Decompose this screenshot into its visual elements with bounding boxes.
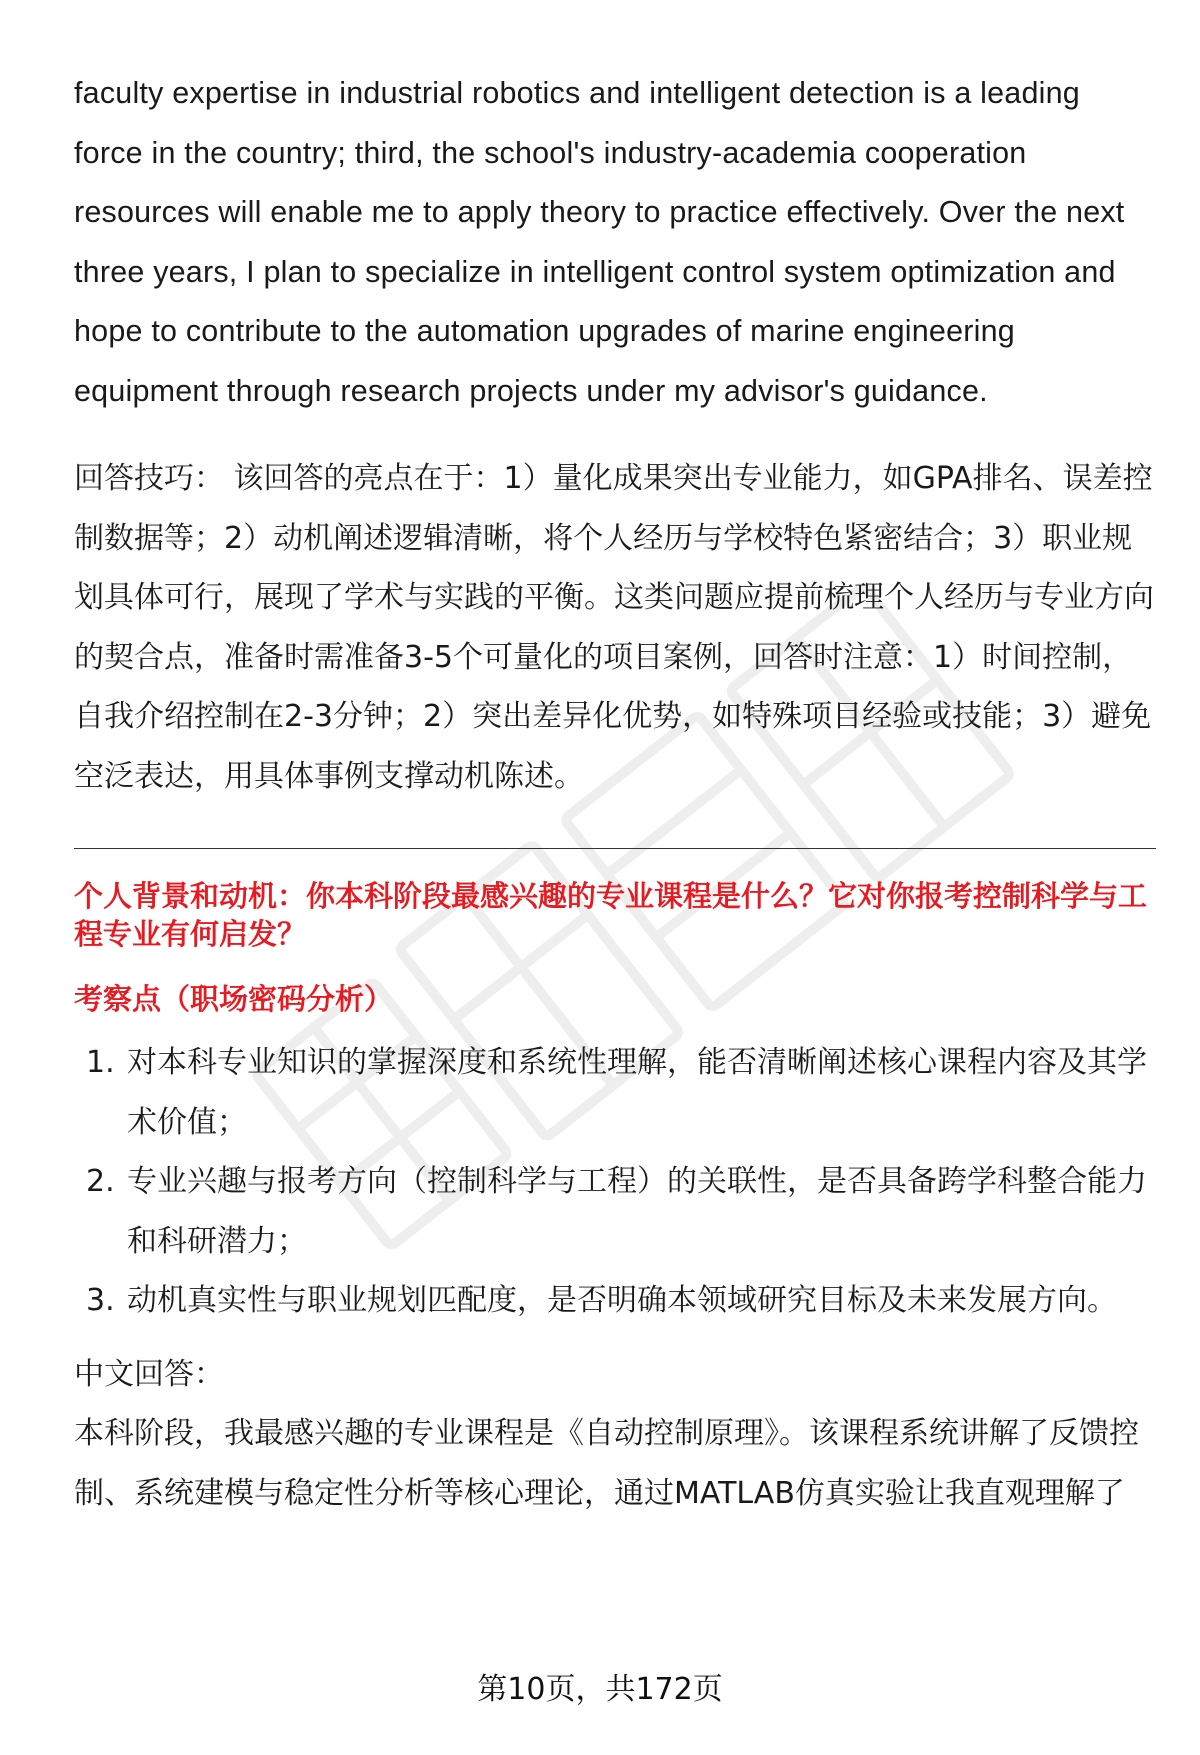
answer-label: 中文回答： xyxy=(74,1356,224,1392)
list-item-number: 3. xyxy=(86,1283,115,1318)
section-divider xyxy=(74,848,1156,849)
list-item-text: 对本科专业知识的掌握深度和系统性理解，能否清晰阐述核心课程内容及其学术价值； xyxy=(127,1045,1147,1140)
assessment-points-list xyxy=(74,1033,1156,1331)
list-item xyxy=(74,1033,1156,1152)
intro-paragraph: faculty expertise in industrial robotics and intelligent detection is a leading force in the country; third, the school's industry-academia cooperation resources will enable me to apply theory to practice effectively. Over the next three years, I plan to specialize in intelligent control system optimization and hope to contribute to the automation upgrades of marine engineering equipment through research projects under my advisor's guidance. xyxy=(74,76,1125,408)
answer-tips-paragraph: 回答技巧： 该回答的亮点在于：1）量化成果突出专业能力，如GPA排名、误差控制数据等；2）动机阐述逻辑清晰，将个人经历与学校特色紧密结合；3）职业规划具体可行，展现了学术与实践的平衡。这类问题应提前梳理个人经历与专业方向的契合点，准备时需准备3-5个可量化的项目案例，回答时注意：1）时间控制，自我介绍控制在2-3分钟；2）突出差异化优势，如特殊项目经验或技能；3）避免空泛表达，用具体事例支撑动机陈述。 xyxy=(74,461,1154,794)
list-item-number: 1. xyxy=(86,1045,115,1080)
section-heading: 考察点（职场密码分析） xyxy=(74,982,394,1016)
list-item xyxy=(74,1271,1156,1331)
list-item xyxy=(74,1152,1156,1271)
page-content xyxy=(74,64,1156,1523)
list-item-text: 动机真实性与职业规划匹配度，是否明确本领域研究目标及未来发展方向。 xyxy=(127,1283,1117,1318)
page-number-footer: 第10页，共172页 xyxy=(477,1672,723,1707)
answer-paragraph: 本科阶段，我最感兴趣的专业课程是《自动控制原理》。该课程系统讲解了反馈控制、系统建模与稳定性分析等核心理论，通过MATLAB仿真实验让我直观理解了 xyxy=(74,1416,1139,1511)
list-item-text: 专业兴趣与报考方向（控制科学与工程）的关联性，是否具备跨学科整合能力和科研潜力； xyxy=(127,1164,1147,1259)
question-title: 个人背景和动机：你本科阶段最感兴趣的专业课程是什么？它对你报考控制科学与工程专业有何启发？ xyxy=(74,879,1148,951)
list-item-number: 2. xyxy=(86,1164,115,1199)
